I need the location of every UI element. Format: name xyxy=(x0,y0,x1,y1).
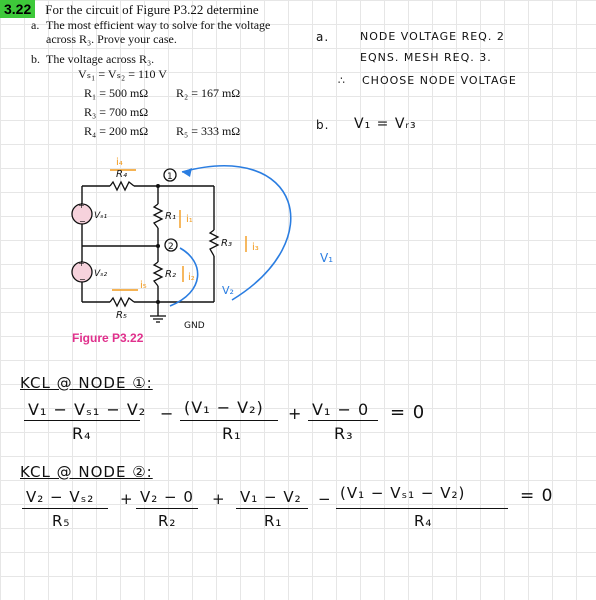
kcl2-term1-denominator: R₅ xyxy=(52,512,71,530)
i1-label: i₁ xyxy=(186,214,193,225)
vs2-plus: + xyxy=(78,259,85,268)
resistor-r3 xyxy=(210,230,218,256)
kcl1-term3-numerator: V₁ − 0 xyxy=(312,400,370,419)
part-b-letter: b. xyxy=(31,52,40,66)
node-1-label: 1 xyxy=(167,172,173,182)
part-a-line2: across R₃. Prove your case. xyxy=(46,32,177,46)
node-junction xyxy=(156,184,160,188)
kcl2-term2-denominator: R₂ xyxy=(158,512,177,530)
resistor-r5 xyxy=(110,298,134,306)
therefore-symbol: ∴ xyxy=(338,74,346,87)
note-b-label: b. xyxy=(316,118,330,132)
kcl2-operator-2: + xyxy=(212,490,226,508)
kcl2-operator-1: + xyxy=(120,490,134,508)
kcl1-equals-zero: = 0 xyxy=(390,402,426,423)
r3-value: R₃ = 700 mΩ xyxy=(84,105,149,119)
resistor-r1 xyxy=(154,204,162,228)
kcl1-fraction-bar xyxy=(180,420,278,421)
r1-value: R₁ = 500 mΩ xyxy=(84,86,149,100)
kcl1-heading: KCL @ NODE ①: xyxy=(20,374,153,392)
node-junction xyxy=(156,300,160,304)
kcl2-heading: KCL @ NODE ②: xyxy=(20,463,153,481)
node-junction xyxy=(156,244,160,248)
r2-label: R₂ xyxy=(165,269,176,280)
r5-label: R₅ xyxy=(116,310,127,321)
vs2-label: Vₛ₂ xyxy=(94,269,108,279)
kcl2-fraction-bar xyxy=(22,508,108,509)
note-a-label: a. xyxy=(316,30,330,44)
kcl1-term1-denominator: R₄ xyxy=(72,424,92,443)
kcl1-term3-denominator: R₃ xyxy=(334,424,354,443)
r2-value: R₂ = 167 mΩ xyxy=(176,86,241,100)
kcl2-fraction-bar xyxy=(136,508,198,509)
kcl1-operator-2: + xyxy=(288,404,303,423)
kcl1-operator-1: − xyxy=(160,404,175,423)
kcl1-term1-numerator: V₁ − Vₛ₁ − V₂ xyxy=(28,400,147,419)
resistor-r2 xyxy=(154,262,162,286)
kcl2-term3-denominator: R₁ xyxy=(264,512,283,530)
vs-values: Vₛ₁ = Vₛ₂ = 110 V xyxy=(78,67,167,81)
kcl2-term1-numerator: V₂ − Vₛ₂ xyxy=(26,488,95,506)
part-b-text: The voltage across R₃. xyxy=(46,52,155,66)
kcl1-term2-denominator: R₁ xyxy=(222,424,242,443)
v1-arrowhead xyxy=(182,168,192,177)
r3-label: R₃ xyxy=(221,238,232,249)
kcl1-term2-numerator: (V₁ − V₂) xyxy=(184,398,264,417)
vs1-label: Vₛ₁ xyxy=(94,211,108,221)
kcl1-fraction-bar xyxy=(24,420,140,421)
i3-label: i₃ xyxy=(252,242,259,253)
kcl2-fraction-bar xyxy=(236,508,308,509)
resistor-r4 xyxy=(110,182,134,190)
i2-label: i₂ xyxy=(188,272,195,283)
kcl2-term4-numerator: (V₁ − Vₛ₁ − V₂) xyxy=(340,484,466,502)
kcl2-term2-numerator: V₂ − 0 xyxy=(140,488,194,506)
r4-label: R₄ xyxy=(116,169,127,180)
kcl1-fraction-bar xyxy=(308,420,378,421)
v1-label: V₁ xyxy=(320,251,334,265)
note-a-line3: CHOOSE NODE VOLTAGE xyxy=(362,74,517,87)
part-a-line1: The most efficient way to solve for the voltage xyxy=(46,18,271,32)
i5-label: i₅ xyxy=(140,280,147,291)
problem-number: 3.22 xyxy=(0,0,35,18)
gnd-label: GND xyxy=(184,321,205,331)
figure-caption: Figure P3.22 xyxy=(72,331,144,345)
vs2-minus: − xyxy=(79,275,86,284)
note-a-line2: EQNS. MESH REQ. 3. xyxy=(360,51,492,64)
part-a-letter: a. xyxy=(31,18,40,32)
circuit-wires xyxy=(82,186,214,316)
v2-label: V₂ xyxy=(222,284,234,297)
kcl2-term4-denominator: R₄ xyxy=(414,512,433,530)
vs1-minus: − xyxy=(79,217,86,226)
r1-label: R₁ xyxy=(165,211,176,222)
note-a-line1: NODE VOLTAGE REQ. 2 xyxy=(360,30,505,43)
i4-label: i₄ xyxy=(116,157,123,168)
vs1-plus: + xyxy=(78,201,85,210)
kcl2-term3-numerator: V₁ − V₂ xyxy=(240,488,302,506)
r4-value: R₄ = 200 mΩ xyxy=(84,124,149,138)
problem-title: For the circuit of Figure P3.22 determine xyxy=(45,2,259,17)
kcl2-fraction-bar xyxy=(336,508,508,509)
kcl2-operator-3: − xyxy=(318,490,332,508)
node-2-label: 2 xyxy=(168,242,174,252)
note-b-line: V₁ = Vᵣ₃ xyxy=(354,116,417,132)
kcl2-equals-zero: = 0 xyxy=(520,486,554,506)
r5-value: R₅ = 333 mΩ xyxy=(176,124,241,138)
